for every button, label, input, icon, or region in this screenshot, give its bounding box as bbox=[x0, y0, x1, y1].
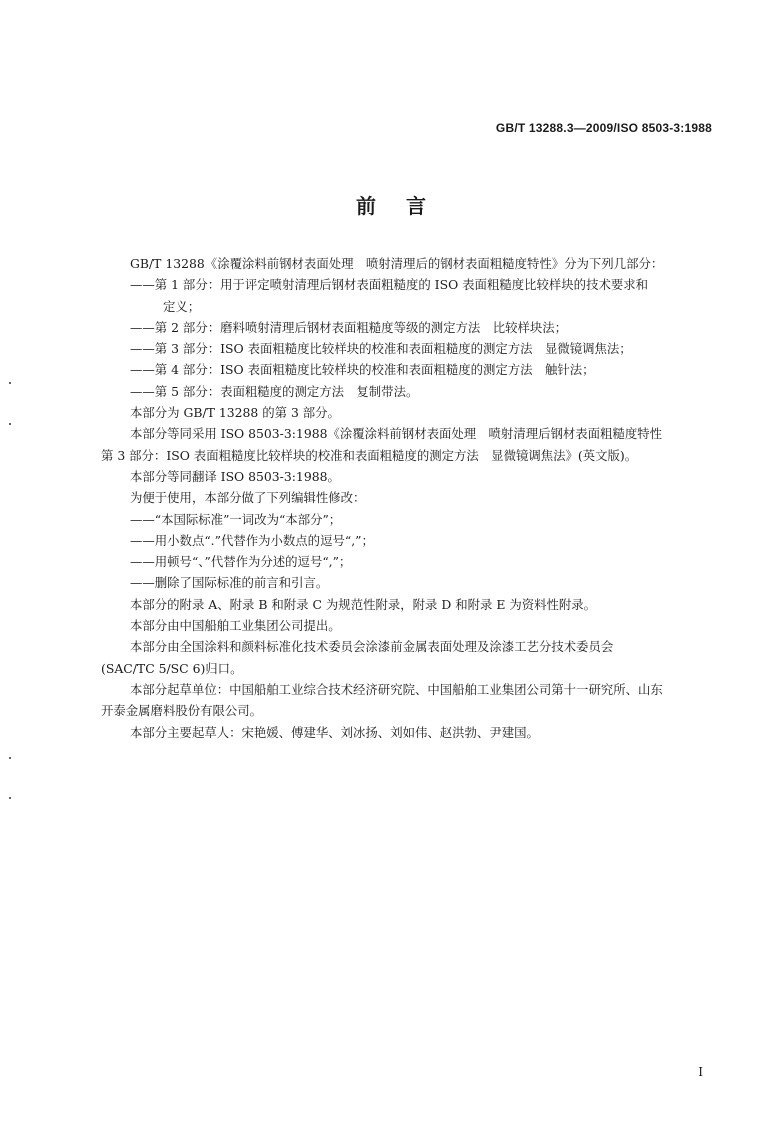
paragraph-edits-intro: 为便于使用，本部分做了下列编辑性修改： bbox=[130, 490, 366, 506]
standard-code-header: GB/T 13288.3—2009/ISO 8503-3:1988 bbox=[495, 121, 712, 135]
list-item-edit-2: ——用小数点“.”代替作为小数点的逗号“,”； bbox=[130, 532, 374, 548]
paragraph-adoption: 本部分等同采用 ISO 8503-3:1988《涂覆涂料前钢材表面处理 喷射清理后钢材表面粗糙度特性 bbox=[130, 426, 663, 442]
paragraph-annexes: 本部分的附录 A、附录 B 和附录 C 为规范性附录，附录 D 和附录 E 为资料性附录。 bbox=[130, 596, 597, 612]
paragraph-intro: GB/T 13288《涂覆涂料前钢材表面处理 喷射清理后的钢材表面粗糙度特性》分为下列几部分： bbox=[130, 256, 664, 271]
foreword-body bbox=[101, 253, 716, 743]
paragraph-committee: 本部分由全国涂料和颜料标准化技术委员会涂漆前金属表面处理及涂漆工艺分技术委员会 bbox=[130, 639, 614, 655]
paragraph-drafting-units: 本部分起草单位：中国船舶工业综合技术经济研究院、中国船舶工业集团公司第十一研究所、山东 bbox=[130, 681, 663, 697]
paragraph-drafters: 本部分主要起草人：宋艳媛、傅建华、刘冰扬、刘如伟、赵洪勃、尹建国。 bbox=[130, 724, 539, 740]
list-item-part-5: ——第 5 部分：表面粗糙度的测定方法 复制带法。 bbox=[130, 383, 419, 399]
scan-speck bbox=[9, 797, 11, 799]
paragraph-committee-continued: (SAC/TC 5/SC 6)归口。 bbox=[101, 660, 243, 676]
list-item-part-1: ——第 1 部分：用于评定喷射清理后钢材表面粗糙度的 ISO 表面粗糙度比较样块的技术要求和 bbox=[130, 277, 649, 293]
list-item-edit-1: ——“本国际标准”一词改为“本部分”； bbox=[130, 511, 342, 527]
paragraph-part-statement: 本部分为 GB/T 13288 的第 3 部分。 bbox=[130, 405, 340, 421]
list-item-part-4: ——第 4 部分：ISO 表面粗糙度比较样块的校准和表面粗糙度的测定方法 触针法； bbox=[130, 362, 595, 378]
page-number: I bbox=[698, 1065, 703, 1079]
paragraph-translation: 本部分等同翻译 ISO 8503-3:1988。 bbox=[130, 468, 340, 484]
list-item-edit-3: ——用顿号“、”代替作为分述的逗号“,”； bbox=[130, 554, 352, 570]
scan-speck bbox=[9, 757, 11, 759]
scan-speck bbox=[9, 382, 11, 384]
scan-speck bbox=[9, 423, 11, 425]
paragraph-drafting-units-continued: 开泰金属磨料股份有限公司。 bbox=[101, 703, 263, 719]
list-item-part-3: ——第 3 部分：ISO 表面粗糙度比较样块的校准和表面粗糙度的测定方法 显微镜调焦法； bbox=[130, 341, 632, 357]
list-item-edit-4: ——删除了国际标准的前言和引言。 bbox=[130, 575, 329, 591]
page-title: 前言 bbox=[356, 194, 456, 218]
list-item-part-2: ——第 2 部分：磨料喷射清理后钢材表面粗糙度等级的测定方法 比较样块法； bbox=[130, 319, 568, 335]
list-item-part-1-continued: 定义； bbox=[163, 298, 201, 314]
paragraph-proposer: 本部分由中国船舶工业集团公司提出。 bbox=[130, 618, 341, 634]
paragraph-adoption-continued: 第 3 部分：ISO 表面粗糙度比较样块的校准和表面粗糙度的测定方法 显微镜调焦法》(英文版)。 bbox=[101, 447, 638, 463]
